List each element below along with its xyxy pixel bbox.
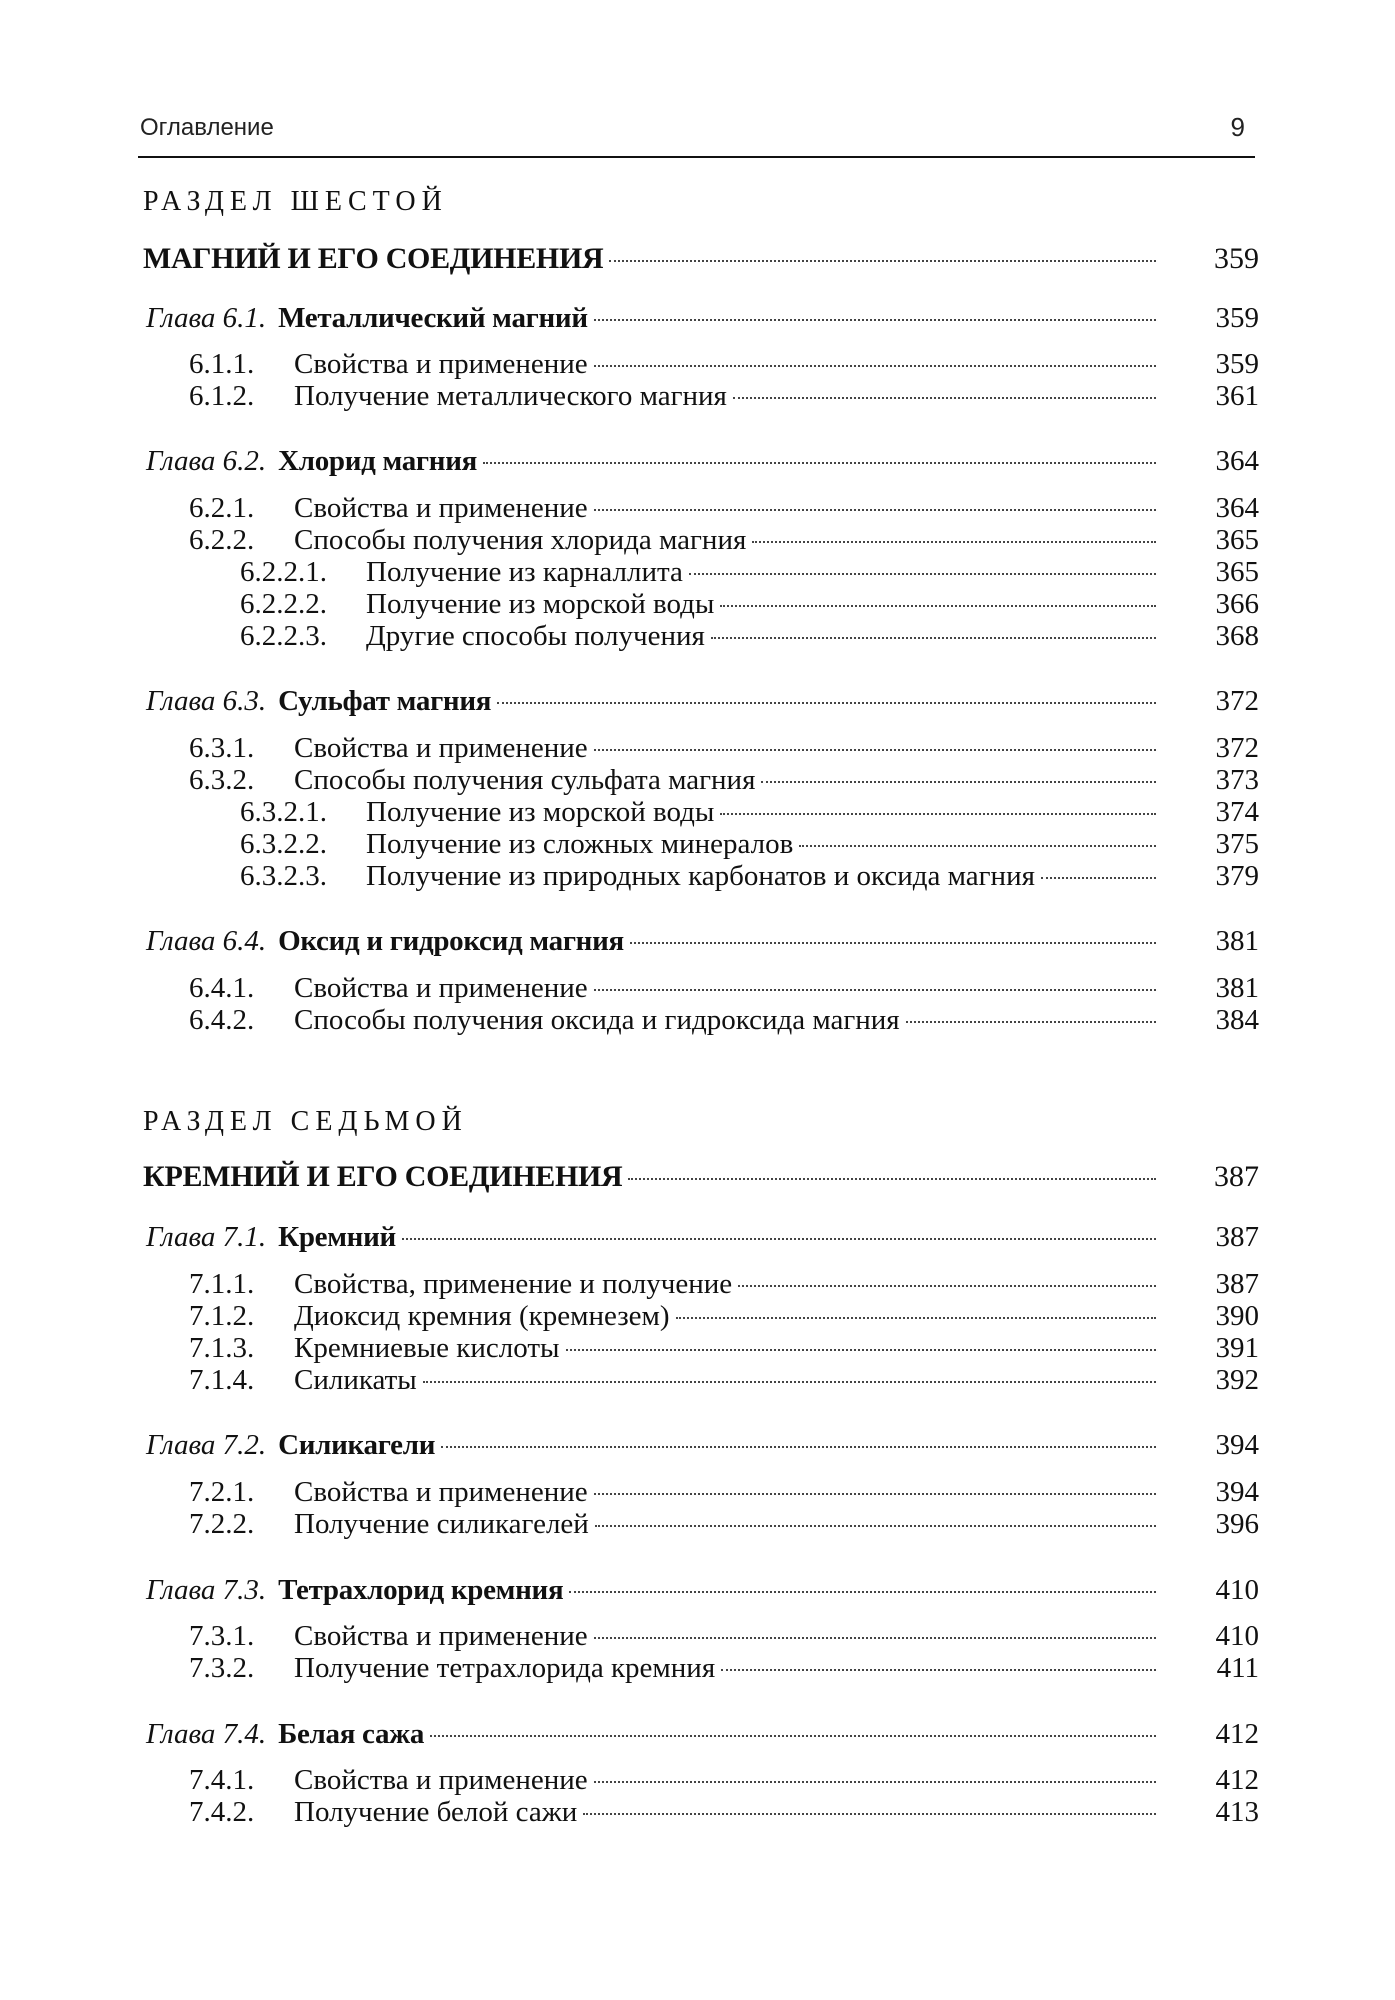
chapter-prefix: Глава 6.4. bbox=[146, 925, 267, 957]
page-ref: 374 bbox=[1215, 796, 1259, 828]
dot-leader bbox=[799, 845, 1156, 847]
toc-chapter-entry[interactable] bbox=[0, 1429, 1395, 1463]
dot-leader bbox=[676, 1317, 1156, 1319]
toc-subsection-entry[interactable] bbox=[0, 492, 1395, 526]
toc-part-entry[interactable] bbox=[0, 242, 1395, 276]
dot-leader bbox=[594, 749, 1156, 751]
part-title: КРЕМНИЙ И ЕГО СОЕДИНЕНИЯ bbox=[143, 1160, 623, 1193]
toc-subsubsection-entry[interactable] bbox=[0, 796, 1395, 830]
toc-subsection-entry[interactable] bbox=[0, 1476, 1395, 1510]
entry-number: 6.3.2.2. bbox=[240, 828, 327, 860]
dot-leader bbox=[594, 509, 1156, 511]
toc-subsubsection-entry[interactable] bbox=[0, 828, 1395, 862]
chapter-prefix: Глава 7.1. bbox=[146, 1221, 267, 1253]
entry-title: Свойства и применение bbox=[294, 1620, 588, 1652]
toc-subsection-entry[interactable] bbox=[0, 348, 1395, 382]
entry-title: Свойства и применение bbox=[294, 732, 588, 764]
page-ref: 394 bbox=[1215, 1429, 1259, 1461]
page-ref: 365 bbox=[1215, 524, 1259, 556]
toc-subsection-entry[interactable] bbox=[0, 380, 1395, 414]
page-ref: 396 bbox=[1215, 1508, 1259, 1540]
entry-title: Получение металлического магния bbox=[294, 380, 727, 412]
entry-title: Способы получения хлорида магния bbox=[294, 524, 747, 556]
entry-number: 7.2.1. bbox=[189, 1476, 255, 1508]
dot-leader bbox=[721, 1669, 1156, 1671]
page-ref: 412 bbox=[1215, 1718, 1259, 1750]
dot-leader bbox=[628, 1178, 1156, 1180]
entry-number: 6.3.2. bbox=[189, 764, 255, 796]
entry-number: 6.2.2.2. bbox=[240, 588, 327, 620]
dot-leader bbox=[583, 1813, 1156, 1815]
chapter-title: Белая сажа bbox=[278, 1718, 425, 1750]
page-ref: 366 bbox=[1215, 588, 1259, 620]
page-ref: 387 bbox=[1214, 1160, 1259, 1193]
page-number: 9 bbox=[1230, 112, 1245, 142]
entry-number: 6.4.2. bbox=[189, 1004, 255, 1036]
page-ref: 394 bbox=[1215, 1476, 1259, 1508]
dot-leader bbox=[689, 573, 1156, 575]
dot-leader bbox=[720, 605, 1156, 607]
entry-title: Получение тетрахлорида кремния bbox=[294, 1652, 716, 1684]
dot-leader bbox=[1041, 877, 1156, 879]
dot-leader bbox=[594, 1637, 1156, 1639]
toc-subsubsection-entry[interactable] bbox=[0, 860, 1395, 894]
page-ref: 379 bbox=[1215, 860, 1259, 892]
entry-number: 6.3.2.3. bbox=[240, 860, 327, 892]
section-label: РАЗДЕЛ СЕДЬМОЙ bbox=[143, 1106, 468, 1137]
dot-leader bbox=[738, 1285, 1156, 1287]
page-ref: 410 bbox=[1215, 1620, 1259, 1652]
entry-title: Получение из морской воды bbox=[366, 588, 715, 620]
entry-number: 7.4.2. bbox=[189, 1796, 255, 1828]
entry-title: Свойства и применение bbox=[294, 1764, 588, 1796]
page-ref: 373 bbox=[1215, 764, 1259, 796]
toc-chapter-entry[interactable] bbox=[0, 925, 1395, 959]
dot-leader bbox=[752, 541, 1156, 543]
entry-title: Силикаты bbox=[294, 1364, 417, 1396]
entry-title: Свойства, применение и получение bbox=[294, 1268, 733, 1300]
entry-title: Способы получения сульфата магния bbox=[294, 764, 756, 796]
entry-number: 6.3.2.1. bbox=[240, 796, 327, 828]
dot-leader bbox=[609, 260, 1156, 262]
toc-subsection-entry[interactable] bbox=[0, 1620, 1395, 1654]
page-ref: 410 bbox=[1215, 1574, 1259, 1606]
dot-leader bbox=[483, 462, 1156, 464]
entry-title: Получение из морской воды bbox=[366, 796, 715, 828]
toc-subsection-entry[interactable] bbox=[0, 1764, 1395, 1798]
page-ref: 372 bbox=[1215, 732, 1259, 764]
chapter-prefix: Глава 6.2. bbox=[146, 445, 267, 477]
toc-subsection-entry[interactable] bbox=[0, 524, 1395, 558]
entry-number: 6.2.2. bbox=[189, 524, 255, 556]
toc-subsubsection-entry[interactable] bbox=[0, 556, 1395, 590]
toc-chapter-entry[interactable] bbox=[0, 1574, 1395, 1608]
page-ref: 361 bbox=[1215, 380, 1259, 412]
toc-subsubsection-entry[interactable] bbox=[0, 620, 1395, 654]
dot-leader bbox=[594, 989, 1156, 991]
page-ref: 359 bbox=[1215, 302, 1259, 334]
entry-title: Получение из карналлита bbox=[366, 556, 683, 588]
page-ref: 412 bbox=[1215, 1764, 1259, 1796]
dot-leader bbox=[566, 1349, 1156, 1351]
entry-number: 7.1.3. bbox=[189, 1332, 255, 1364]
page-ref: 364 bbox=[1215, 445, 1259, 477]
dot-leader bbox=[594, 365, 1156, 367]
part-title: МАГНИЙ И ЕГО СОЕДИНЕНИЯ bbox=[143, 242, 604, 275]
dot-leader bbox=[430, 1735, 1156, 1737]
entry-title: Свойства и применение bbox=[294, 972, 588, 1004]
entry-number: 6.2.1. bbox=[189, 492, 255, 524]
toc-subsection-entry[interactable] bbox=[0, 972, 1395, 1006]
chapter-title: Хлорид магния bbox=[278, 445, 477, 477]
chapter-prefix: Глава 7.2. bbox=[146, 1429, 267, 1461]
page-ref: 381 bbox=[1215, 925, 1259, 957]
entry-number: 7.1.1. bbox=[189, 1268, 255, 1300]
toc-chapter-entry[interactable] bbox=[0, 1718, 1395, 1752]
toc-part-entry[interactable] bbox=[0, 1160, 1395, 1194]
toc-chapter-entry[interactable] bbox=[0, 685, 1395, 719]
page-ref: 411 bbox=[1216, 1652, 1259, 1684]
running-header bbox=[138, 108, 1255, 158]
dot-leader bbox=[569, 1591, 1156, 1593]
chapter-prefix: Глава 6.1. bbox=[146, 302, 267, 334]
page-ref: 413 bbox=[1215, 1796, 1259, 1828]
page-ref: 375 bbox=[1215, 828, 1259, 860]
page-ref: 372 bbox=[1215, 685, 1259, 717]
entry-number: 7.3.1. bbox=[189, 1620, 255, 1652]
chapter-prefix: Глава 6.3. bbox=[146, 685, 267, 717]
entry-title: Получение белой сажи bbox=[294, 1796, 578, 1828]
entry-title: Свойства и применение bbox=[294, 492, 588, 524]
dot-leader bbox=[711, 637, 1156, 639]
entry-number: 6.1.2. bbox=[189, 380, 255, 412]
entry-number: 7.3.2. bbox=[189, 1652, 255, 1684]
page-ref: 359 bbox=[1214, 242, 1259, 275]
page-ref: 384 bbox=[1215, 1004, 1259, 1036]
entry-number: 6.1.1. bbox=[189, 348, 255, 380]
page-ref: 381 bbox=[1215, 972, 1259, 1004]
chapter-title: Металлический магний bbox=[278, 302, 588, 334]
chapter-title: Кремний bbox=[278, 1221, 396, 1253]
dot-leader bbox=[423, 1381, 1156, 1383]
dot-leader bbox=[402, 1238, 1156, 1240]
entry-number: 7.1.4. bbox=[189, 1364, 255, 1396]
page-ref: 387 bbox=[1215, 1221, 1259, 1253]
dot-leader bbox=[595, 1525, 1156, 1527]
entry-number: 7.2.2. bbox=[189, 1508, 255, 1540]
dot-leader bbox=[733, 397, 1156, 399]
entry-number: 6.4.1. bbox=[189, 972, 255, 1004]
toc-subsection-entry[interactable] bbox=[0, 1508, 1395, 1542]
entry-title: Получение из природных карбонатов и оксида магния bbox=[366, 860, 1035, 892]
toc-subsection-entry[interactable] bbox=[0, 1332, 1395, 1366]
dot-leader bbox=[441, 1446, 1156, 1448]
toc-subsection-entry[interactable] bbox=[0, 732, 1395, 766]
page-ref: 387 bbox=[1215, 1268, 1259, 1300]
toc-chapter-entry[interactable] bbox=[0, 302, 1395, 336]
toc-subsection-entry[interactable] bbox=[0, 1268, 1395, 1302]
entry-title: Диоксид кремния (кремнезем) bbox=[294, 1300, 670, 1332]
toc-subsection-entry[interactable] bbox=[0, 1796, 1395, 1830]
entry-number: 6.2.2.1. bbox=[240, 556, 327, 588]
toc-subsection-entry[interactable] bbox=[0, 764, 1395, 798]
page-ref: 364 bbox=[1215, 492, 1259, 524]
chapter-title: Сульфат магния bbox=[278, 685, 492, 717]
toc-subsection-entry[interactable] bbox=[0, 1300, 1395, 1334]
entry-title: Получение из сложных минералов bbox=[366, 828, 794, 860]
dot-leader bbox=[720, 813, 1156, 815]
toc-chapter-entry[interactable] bbox=[0, 445, 1395, 479]
toc-subsection-entry[interactable] bbox=[0, 1364, 1395, 1398]
dot-leader bbox=[594, 1493, 1156, 1495]
page-ref: 391 bbox=[1215, 1332, 1259, 1364]
toc-subsubsection-entry[interactable] bbox=[0, 588, 1395, 622]
page-ref: 392 bbox=[1215, 1364, 1259, 1396]
chapter-prefix: Глава 7.3. bbox=[146, 1574, 267, 1606]
entry-number: 6.2.2.3. bbox=[240, 620, 327, 652]
toc-subsection-entry[interactable] bbox=[0, 1652, 1395, 1686]
entry-number: 7.1.2. bbox=[189, 1300, 255, 1332]
entry-title: Способы получения оксида и гидроксида магния bbox=[294, 1004, 900, 1036]
chapter-title: Тетрахлорид кремния bbox=[278, 1574, 564, 1606]
page-ref: 368 bbox=[1215, 620, 1259, 652]
dot-leader bbox=[594, 1781, 1156, 1783]
page-ref: 359 bbox=[1215, 348, 1259, 380]
section-label: РАЗДЕЛ ШЕСТОЙ bbox=[143, 186, 448, 217]
chapter-title: Оксид и гидроксид магния bbox=[278, 925, 624, 957]
toc-subsection-entry[interactable] bbox=[0, 1004, 1395, 1038]
entry-title: Получение силикагелей bbox=[294, 1508, 589, 1540]
chapter-title: Силикагели bbox=[278, 1429, 436, 1461]
dot-leader bbox=[761, 781, 1156, 783]
entry-number: 7.4.1. bbox=[189, 1764, 255, 1796]
entry-title: Кремниевые кислоты bbox=[294, 1332, 560, 1364]
entry-title: Свойства и применение bbox=[294, 1476, 588, 1508]
page-ref: 390 bbox=[1215, 1300, 1259, 1332]
dot-leader bbox=[630, 942, 1156, 944]
dot-leader bbox=[594, 319, 1156, 321]
dot-leader bbox=[906, 1021, 1156, 1023]
page-ref: 365 bbox=[1215, 556, 1259, 588]
entry-title: Свойства и применение bbox=[294, 348, 588, 380]
chapter-prefix: Глава 7.4. bbox=[146, 1718, 267, 1750]
running-title: Оглавление bbox=[140, 114, 274, 141]
dot-leader bbox=[497, 702, 1156, 704]
entry-title: Другие способы получения bbox=[366, 620, 705, 652]
toc-chapter-entry[interactable] bbox=[0, 1221, 1395, 1255]
entry-number: 6.3.1. bbox=[189, 732, 255, 764]
